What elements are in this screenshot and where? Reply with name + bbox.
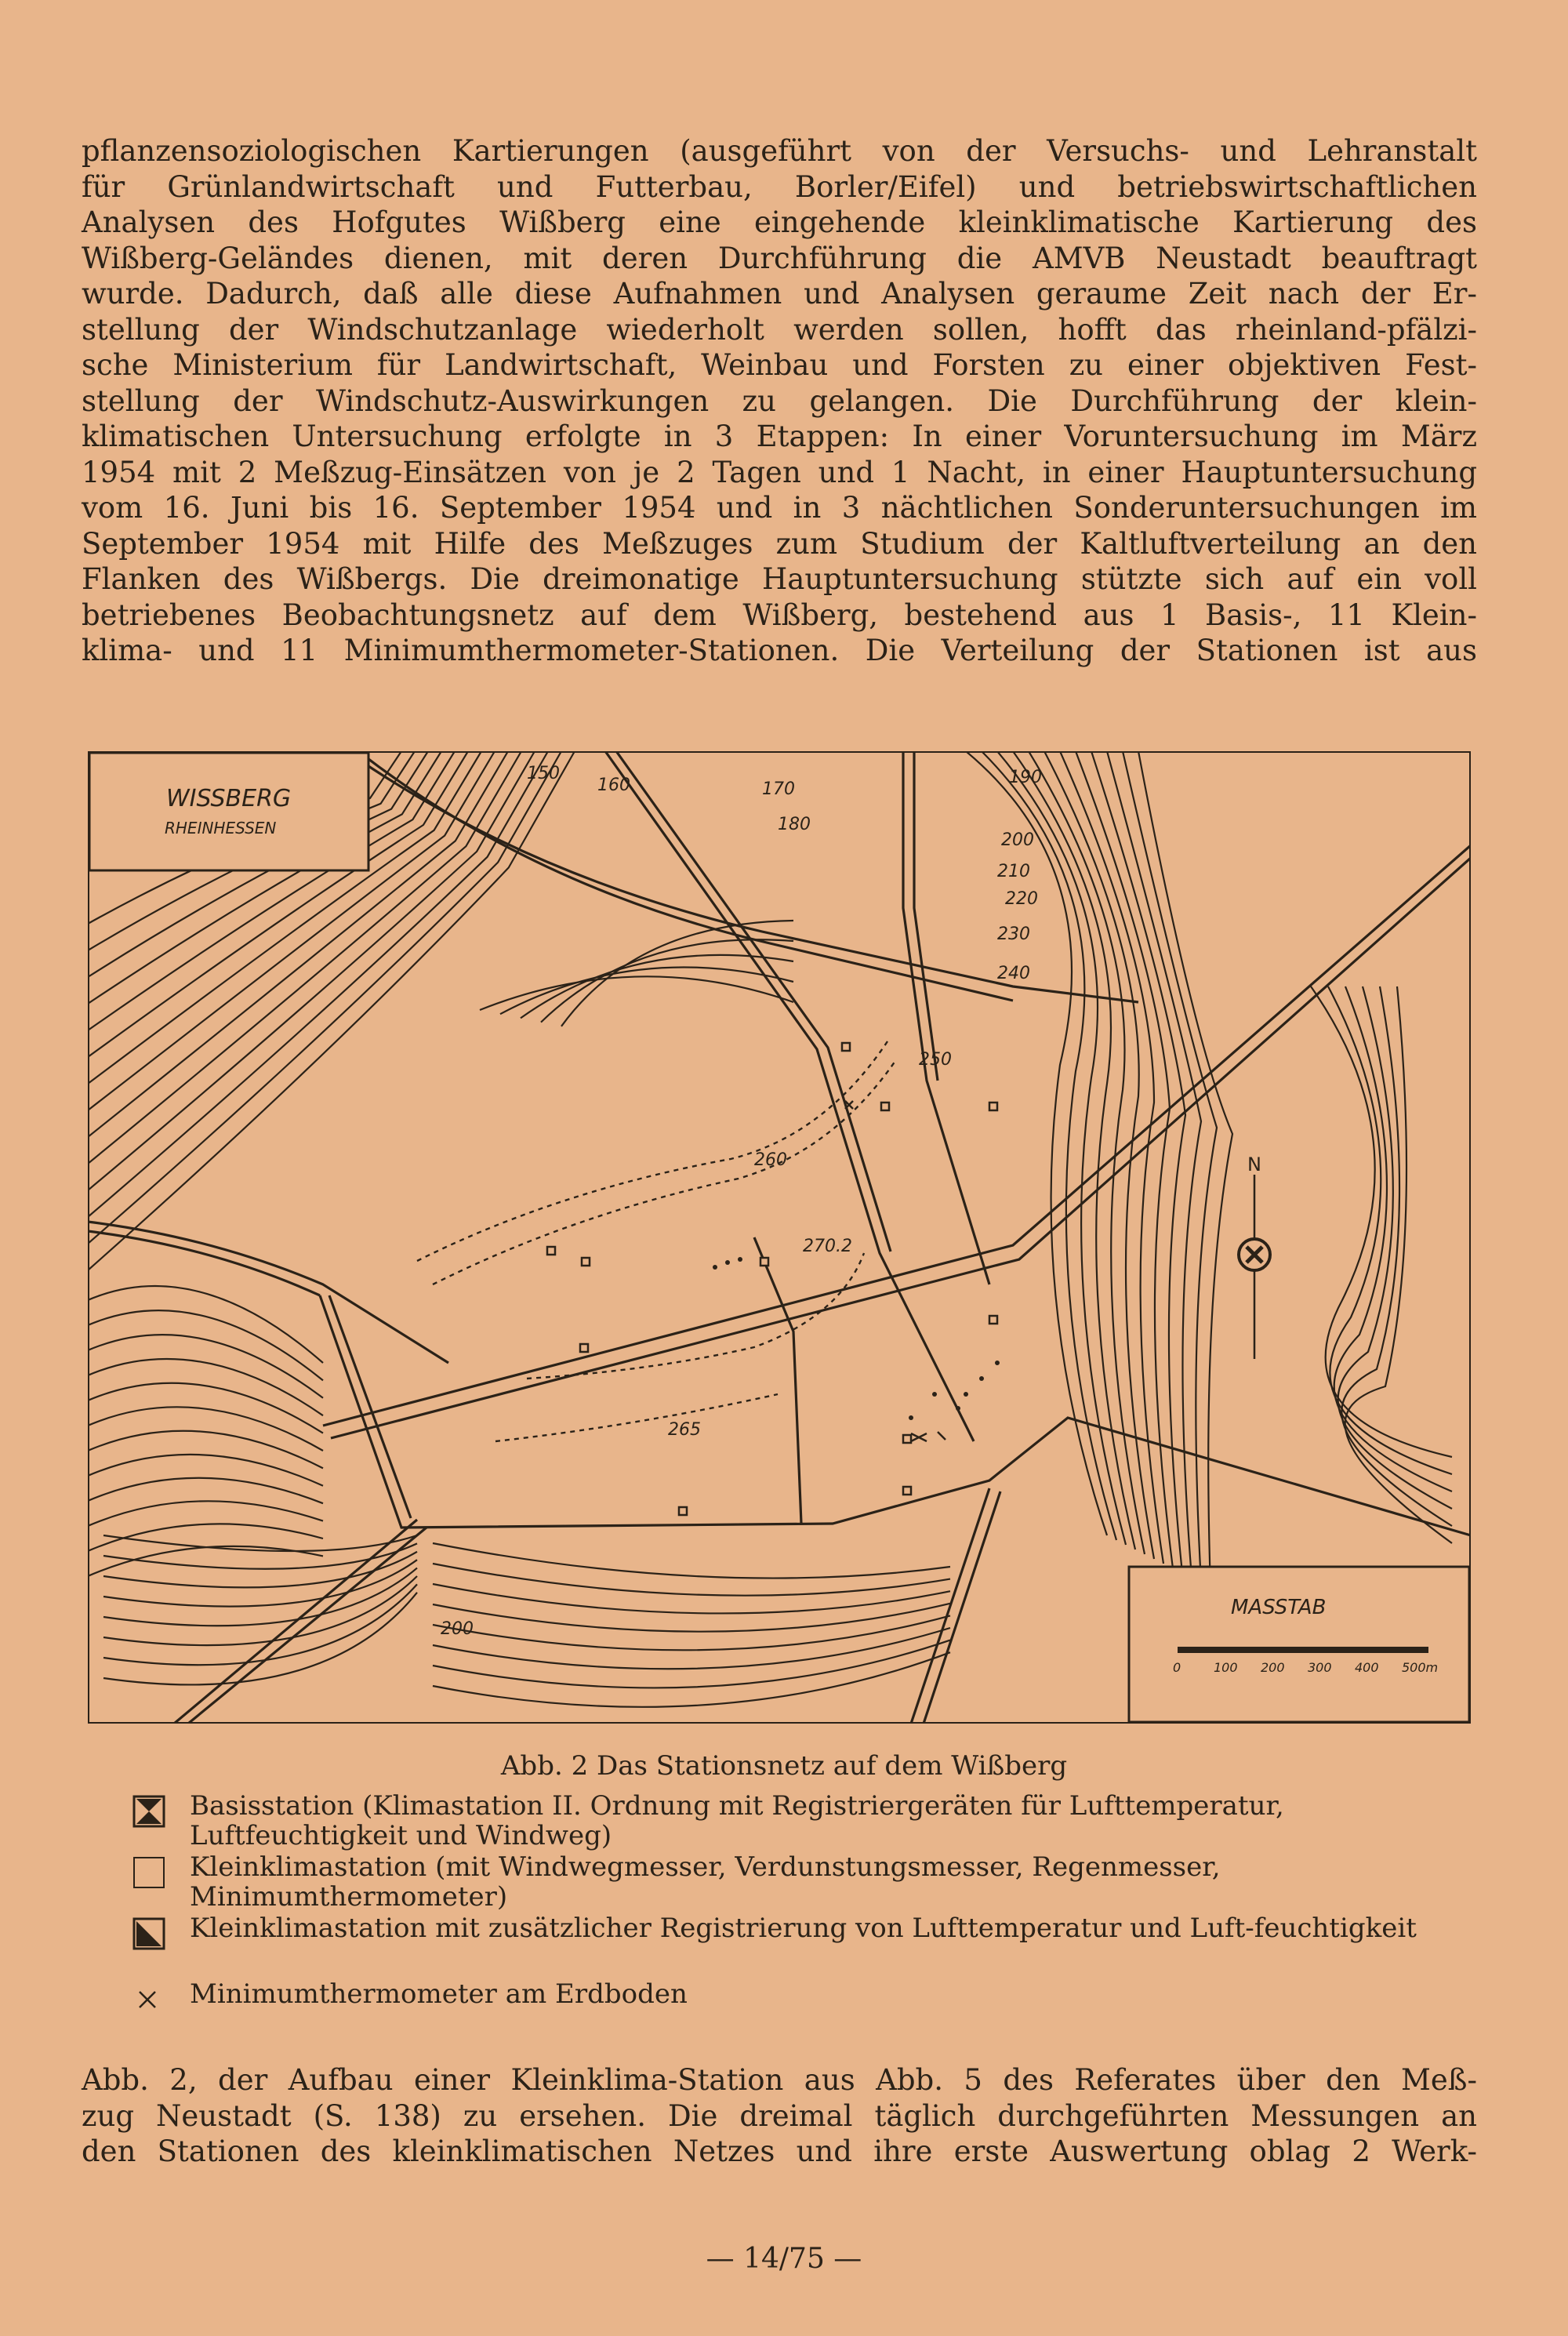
text-line: für Grünlandwirtschaft und Futterbau, Borler/Eifel) und betriebswirtschaftlichen — [82, 169, 1477, 204]
contour-line — [1341, 986, 1452, 1526]
contour-line — [88, 1310, 323, 1380]
text-line: wurde. Dadurch, daß alle diese Aufnahmen und Analysen geraume Zeit nach der Er- — [82, 277, 1477, 311]
text-line: betriebenes Beobachtungsnetz auf dem Wißberg, bestehend aus 1 Basis-, 11 Klein- — [82, 598, 1477, 632]
text-line: 1954 mit 2 Meßzug-Einsätzen von je 2 Tagen und 1 Nacht, in einer Hauptuntersuchung — [82, 455, 1477, 489]
contour-line — [433, 1584, 950, 1613]
north-label: N — [1247, 1153, 1261, 1175]
contour-line — [433, 1564, 950, 1596]
contour-line — [1334, 986, 1452, 1491]
text-line: pflanzensoziologischen Kartierungen (ausgeführt von der Versuchs- und Lehranstalt — [82, 134, 1477, 168]
contour-label: 210 — [997, 862, 1030, 881]
scale-tick: 0 — [1173, 1660, 1181, 1675]
text-line: stellung der Windschutzanlage wiederholt werden sollen, hofft das rheinland-pfälzi- — [82, 312, 1477, 347]
text-line: Flanken des Wißbergs. Die dreimonatige Hauptuntersuchung stützte sich auf ein voll — [82, 562, 1477, 596]
contour-label: 230 — [997, 925, 1030, 944]
legend-text: Kleinklimastation (mit Windwegmesser, Verdunstungsmesser, Regenmesser, Minimumthermometer) — [190, 1851, 1221, 1913]
contour-line — [1091, 751, 1185, 1573]
scale-tick: 500m — [1402, 1660, 1439, 1675]
legend-text: Kleinklimastation mit zusätzlicher Registrierung von Lufttemperatur und Luft-feuchtigkeit — [190, 1913, 1417, 1944]
contour-line — [103, 1535, 417, 1551]
legend-text: Basisstation (Klimastation II. Ordnung mit Registriergeräten für Lufttemperatur, Luftfeuchtigkeit und Windweg) — [190, 1790, 1284, 1851]
figure-caption: Abb. 2 Das Stationsnetz auf dem Wißberg — [500, 1750, 1068, 1782]
text-line: sche Ministerium für Landwirtschaft, Weinbau und Forsten zu einer objektiven Fest- — [82, 348, 1477, 382]
contour-line — [88, 1501, 323, 1526]
contour-line — [433, 1652, 950, 1707]
text-line: Analysen des Hofgutes Wißberg eine eingehende kleinklimatische Kartierung des — [82, 205, 1477, 239]
contour-line — [88, 1286, 323, 1363]
contour-label: 260 — [754, 1150, 787, 1170]
text-line: klima- und 11 Minimumthermometer-Stationen. Die Verteilung der Stationen ist aus — [82, 634, 1477, 667]
scale-box — [1129, 1567, 1469, 1722]
contour-line — [103, 1560, 417, 1606]
contour-label: 150 — [527, 764, 560, 783]
text-line: September 1954 mit Hilfe des Meßzuges zum Studium der Kaltluftverteilung an den — [82, 526, 1477, 561]
text-line: vom 16. Juni bis 16. September 1954 und in 3 nächtlichen Sonderuntersuchungen im — [82, 491, 1477, 525]
text-line: Wißberg-Geländes dienen, mit deren Durchführung die AMVB Neustadt beauftragt — [82, 241, 1477, 275]
contour-line — [88, 1455, 323, 1486]
text-line: klimatischen Untersuchung erfolgte in 3 Etappen: In einer Voruntersuchung im März — [82, 420, 1477, 453]
contour-label: 190 — [1009, 768, 1042, 787]
contour-label: 250 — [919, 1050, 952, 1070]
scale-title: MASSTAB — [1231, 1596, 1327, 1619]
contour-label: 240 — [997, 964, 1030, 983]
kleinklima-registrier-icon — [132, 1916, 166, 1951]
contour-line — [1338, 986, 1452, 1509]
map-title: WISSBERG — [166, 785, 292, 812]
legend-text: Minimumthermometer am Erdboden — [190, 1978, 688, 2010]
contour-line — [433, 1604, 950, 1632]
scale-tick: 300 — [1308, 1660, 1332, 1675]
contour-label: 265 — [668, 1420, 701, 1440]
contour-label: 200 — [441, 1619, 474, 1639]
scale-tick: 200 — [1261, 1660, 1285, 1675]
contour-label: 160 — [597, 776, 630, 795]
text-line: stellung der Windschutz-Auswirkungen zu gelangen. Die Durchführung der klein- — [82, 383, 1477, 418]
contour-line — [433, 1543, 950, 1579]
text-line: zug Neustadt (S. 138) zu ersehen. Die dreimal täglich durchgeführten Messungen an — [82, 2098, 1477, 2133]
contour-line — [433, 1615, 950, 1650]
contour-line — [1013, 751, 1135, 1549]
contour-label: 200 — [1001, 830, 1034, 850]
scale-tick: 400 — [1355, 1660, 1379, 1675]
contour-label: 220 — [1005, 889, 1038, 909]
minimum-thermometer-icon — [132, 1982, 166, 2017]
contour-line — [103, 1568, 417, 1626]
body-paragraph-bottom — [82, 2062, 1477, 2170]
contour-line — [541, 939, 793, 1022]
body-paragraph-top — [82, 133, 1477, 669]
contour-label: 180 — [778, 815, 811, 834]
contour-line — [88, 1359, 323, 1415]
station-map — [88, 751, 1471, 1724]
map-subtitle: RHEINHESSEN — [165, 819, 277, 837]
text-line: Abb. 2, der Aufbau einer Kleinklima-Station aus Abb. 5 des Referates über den Meß- — [82, 2063, 1477, 2097]
contour-label: 170 — [762, 779, 795, 799]
kleinklima-station-icon — [132, 1855, 166, 1890]
contour-line — [88, 1478, 323, 1503]
north-arrow — [1239, 1153, 1270, 1359]
text-line: den Stationen des kleinklimatischen Netzes und ihre erste Auswertung oblag 2 Werk- — [82, 2134, 1477, 2168]
page-number: — 14/75 — — [706, 2243, 862, 2275]
contour-label: 270.2 — [803, 1237, 852, 1256]
contour-line — [480, 976, 793, 1010]
basis-station-icon — [132, 1794, 166, 1829]
contour-line — [1345, 986, 1452, 1543]
contour-line — [1328, 986, 1452, 1474]
scale-tick: 100 — [1214, 1660, 1238, 1675]
contour-line — [500, 967, 793, 1014]
